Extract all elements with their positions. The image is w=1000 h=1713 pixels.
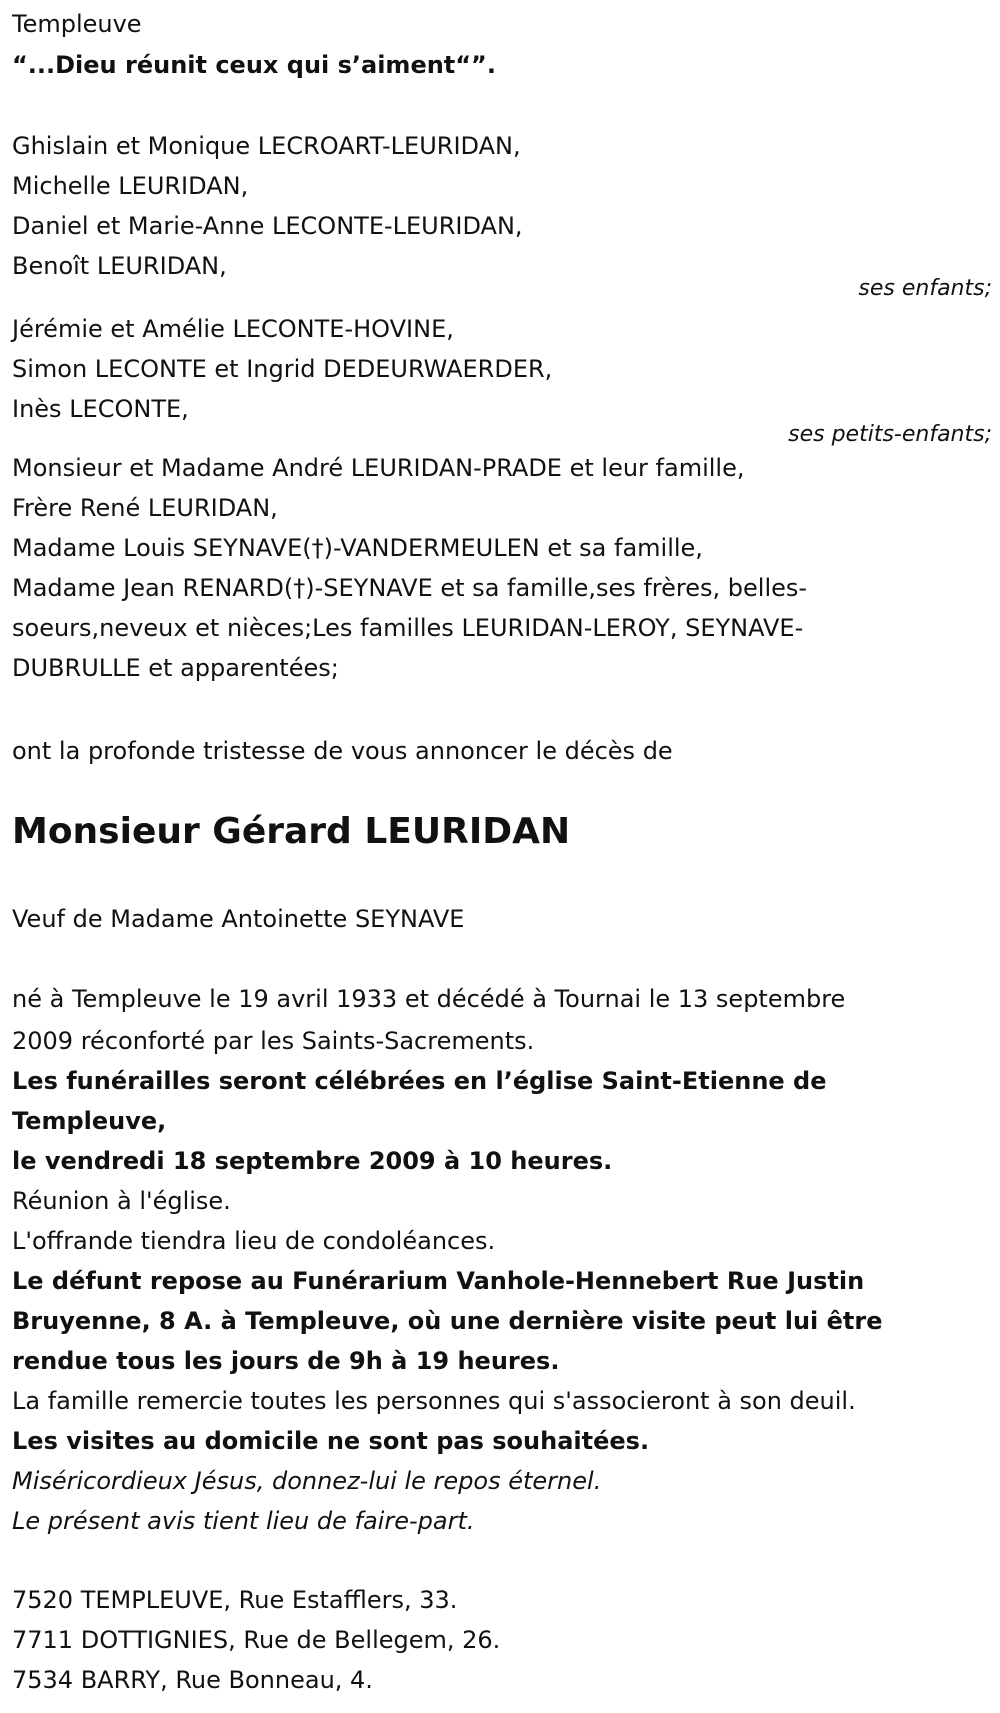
announcement-text: ont la profonde tristesse de vous annoncer le décès de [12,737,673,765]
address-line: 7711 DOTTIGNIES, Rue de Bellegem, 26. [12,1626,501,1654]
detail-line: Bruyenne, 8 A. à Templeuve, où une dernière visite peut lui être [12,1307,883,1335]
quote: “...Dieu réunit ceux qui s’aiment“”. [12,51,496,79]
detail-line: rendue tous les jours de 9h à 19 heures. [12,1347,560,1375]
detail-line: Le défunt repose au Funérarium Vanhole-Hennebert Rue Justin [12,1267,865,1295]
family-line: Monsieur et Madame André LEURIDAN-PRADE et leur famille, [12,454,745,482]
child-name: Michelle LEURIDAN, [12,172,249,200]
detail-line: 2009 réconforté par les Saints-Sacrements. [12,1027,535,1055]
family-line: Madame Louis SEYNAVE(†)-VANDERMEULEN et sa famille, [12,534,703,562]
detail-line: Les funérailles seront célébrées en l’église Saint-Etienne de [12,1067,827,1095]
family-line: Madame Jean RENARD(†)-SEYNAVE et sa famille,ses frères, belles- [12,574,808,602]
place-heading: Templeuve [12,10,142,38]
child-name: Daniel et Marie-Anne LECONTE-LEURIDAN, [12,212,523,240]
detail-line: Le présent avis tient lieu de faire-part. [12,1507,475,1535]
address-line: 7534 BARRY, Rue Bonneau, 4. [12,1666,373,1694]
detail-line: Les visites au domicile ne sont pas souhaitées. [12,1427,650,1455]
detail-line: Templeuve, [12,1107,167,1135]
grandchild-name: Simon LECONTE et Ingrid DEDEURWAERDER, [12,355,553,383]
grandchildren-label: ses petits-enfants; [788,422,992,447]
children-label: ses enfants; [858,276,992,301]
detail-line: La famille remercie toutes les personnes qui s'associeront à son deuil. [12,1387,856,1415]
detail-line: né à Templeuve le 19 avril 1933 et décédé à Tournai le 13 septembre [12,985,846,1013]
family-line: soeurs,neveux et nièces;Les familles LEURIDAN-LEROY, SEYNAVE- [12,614,804,642]
grandchild-name: Inès LECONTE, [12,395,189,423]
deceased-name: Monsieur Gérard LEURIDAN [12,811,571,852]
family-line: Frère René LEURIDAN, [12,494,278,522]
detail-line: Miséricordieux Jésus, donnez-lui le repos éternel. [12,1467,602,1495]
detail-line: L'offrande tiendra lieu de condoléances. [12,1227,496,1255]
child-name: Ghislain et Monique LECROART-LEURIDAN, [12,132,521,160]
spouse-line: Veuf de Madame Antoinette SEYNAVE [12,905,465,933]
detail-line: Réunion à l'église. [12,1187,231,1215]
family-line: DUBRULLE et apparentées; [12,654,339,682]
detail-line: le vendredi 18 septembre 2009 à 10 heures. [12,1147,613,1175]
grandchild-name: Jérémie et Amélie LECONTE-HOVINE, [12,315,454,343]
address-line: 7520 TEMPLEUVE, Rue Estafflers, 33. [12,1586,458,1614]
child-name: Benoît LEURIDAN, [12,252,227,280]
